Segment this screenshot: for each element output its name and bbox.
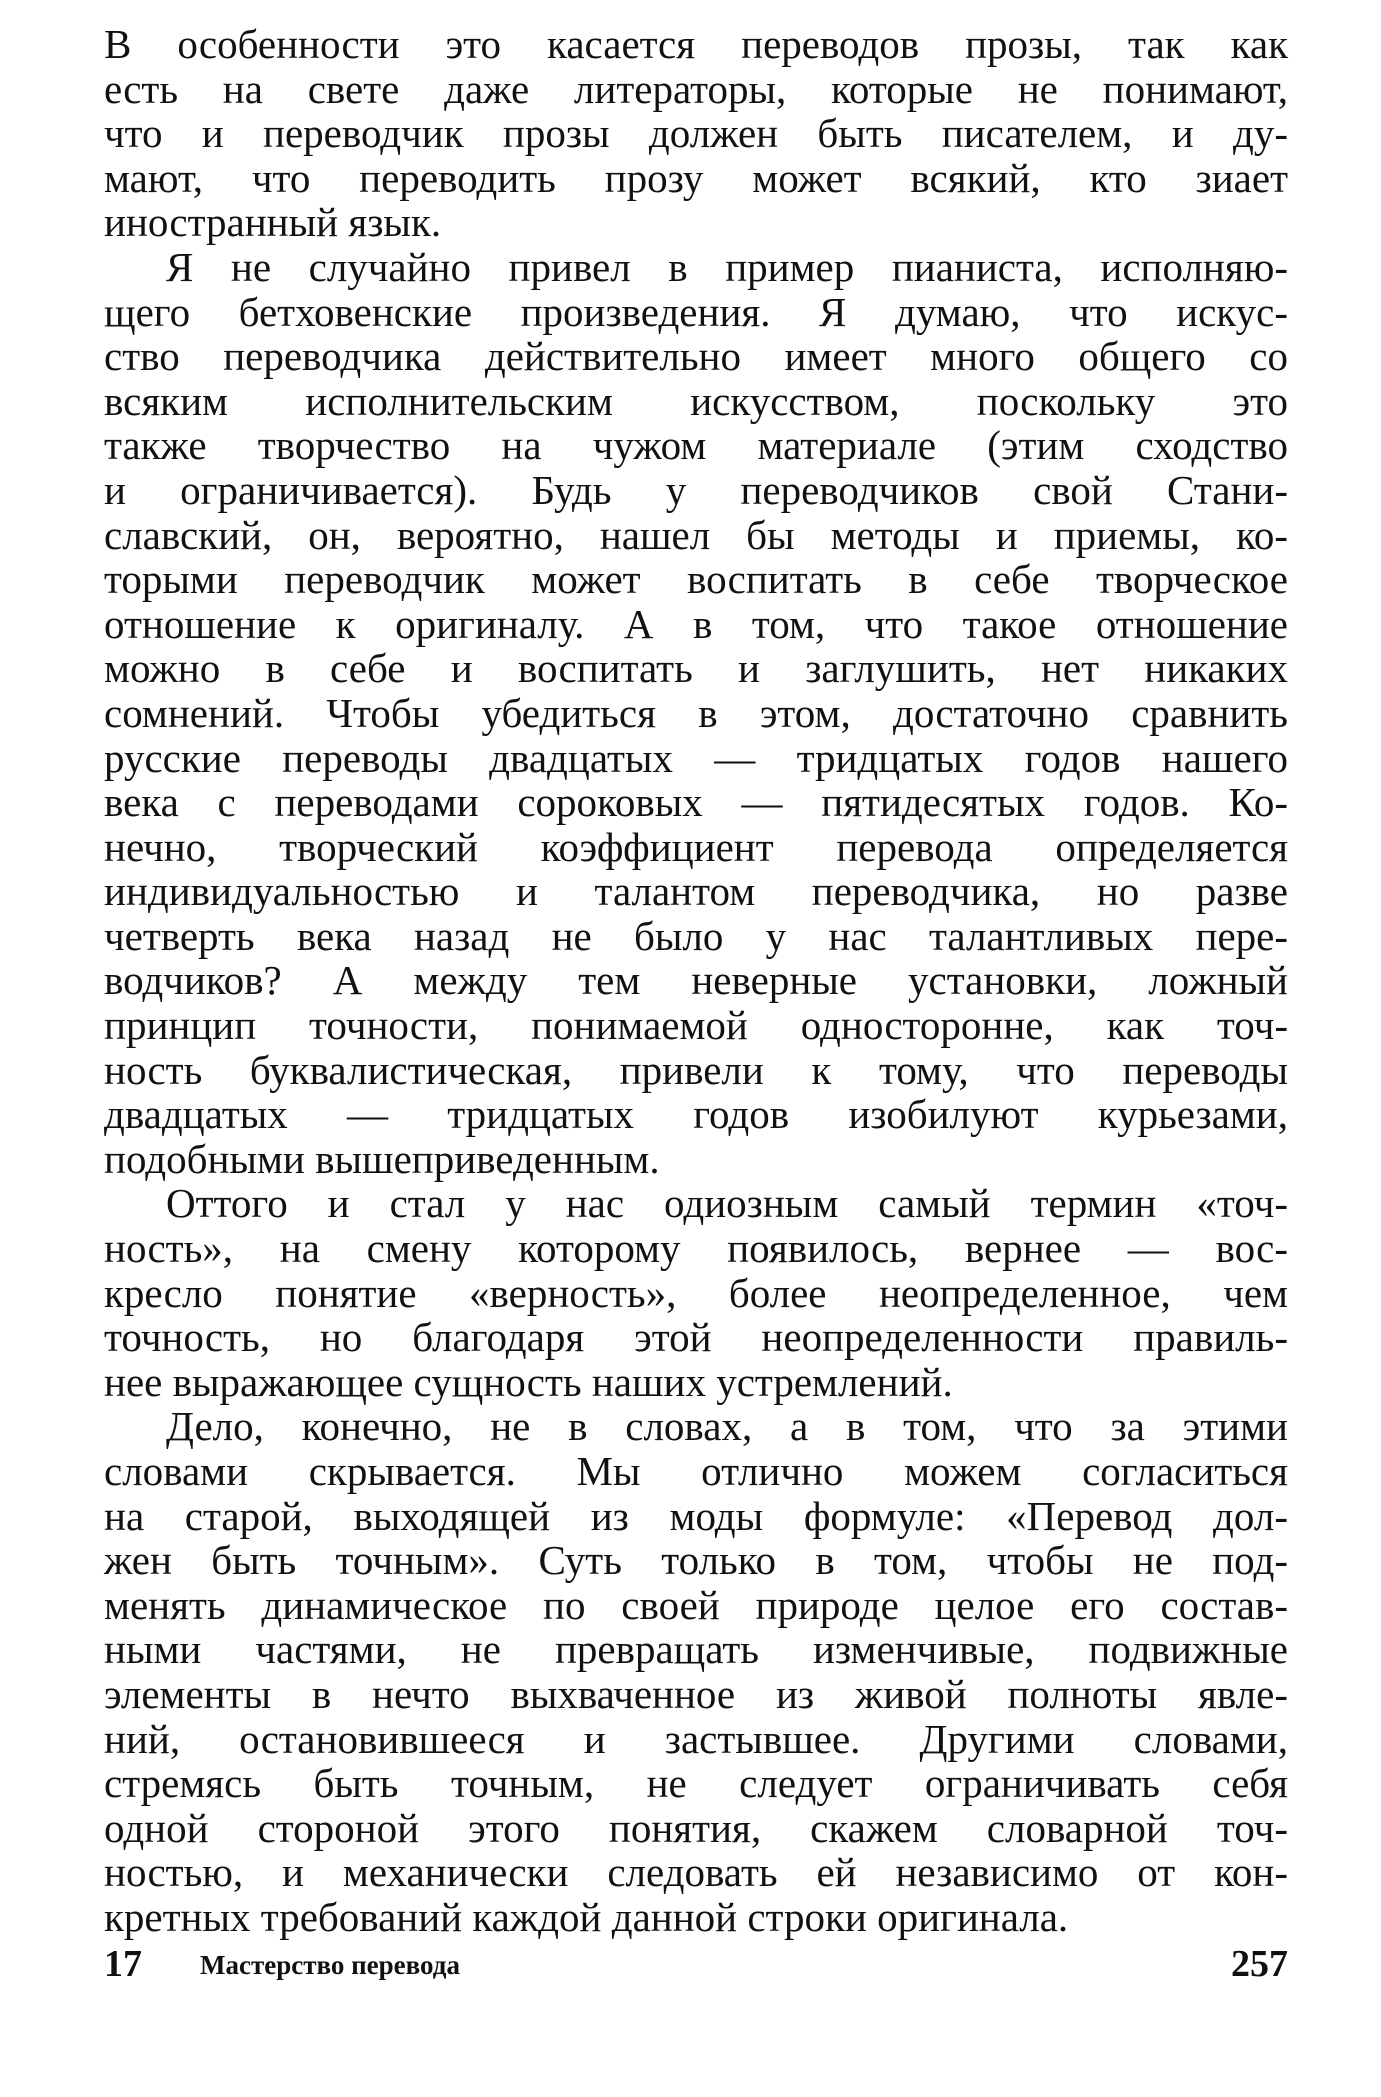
text-line: водчиков? А между тем неверные установки, ложный xyxy=(104,957,1288,1004)
text-line: можно в себе и воспитать и заглушить, нет никаких xyxy=(104,645,1288,692)
signature-title: Мастерство перевода xyxy=(200,1950,460,1980)
text-line: точность, но благодаря этой неопределенности правиль- xyxy=(104,1314,1288,1361)
text-line: жен быть точным». Суть только в том, чтобы не под- xyxy=(104,1537,1288,1584)
paragraph xyxy=(104,1181,1288,1404)
text-line: славский, он, вероятно, нашел бы методы и приемы, ко- xyxy=(104,511,1288,558)
text-line: словами скрывается. Мы отлично можем согласиться xyxy=(104,1448,1288,1494)
text-line: и ограничивается). Будь у переводчиков свой Стани- xyxy=(104,466,1288,513)
text-line: принцип точности, понимаемой односторонне, как точ- xyxy=(104,1002,1288,1049)
text-line: нечно, творческий коэффициент перевода определяется xyxy=(104,823,1288,870)
text-line: щего бетховенские произведения. Я думаю, что искус- xyxy=(104,288,1288,335)
text-line: также творчество на чужом материале (этим сходство xyxy=(104,422,1288,469)
page-number: 257 xyxy=(1231,1943,1288,1985)
text-line: века с переводами сороковых — пятидесятых годов. Ко- xyxy=(104,779,1288,826)
paragraph xyxy=(104,1404,1288,1939)
text-line: ными частями, не превращать изменчивые, подвижные xyxy=(104,1626,1288,1673)
text-line: В особенности это касается переводов прозы, так как xyxy=(104,21,1288,67)
text-line: русские переводы двадцатых — тридцатых годов нашего xyxy=(104,734,1288,781)
text-line: всяким исполнительским искусством, поскольку это xyxy=(104,377,1288,424)
text-line: Оттого и стал у нас одиозным самый термин «точ- xyxy=(166,1180,1288,1227)
text-line: есть на свете даже литераторы, которые не понимают, xyxy=(104,65,1288,112)
text-line: ство переводчика действительно имеет много общего со xyxy=(104,333,1288,380)
text-line: сомнений. Чтобы убедиться в этом, достаточно сравнить xyxy=(104,689,1288,736)
text-line: Дело, конечно, не в словах, а в том, что за этими xyxy=(166,1403,1288,1450)
text-line: ний, остановившееся и застывшее. Другими словами, xyxy=(104,1715,1288,1762)
text-line: элементы в нечто выхваченное из живой полноты явле- xyxy=(104,1670,1288,1717)
text-line: мают, что переводить прозу может всякий, кто зиает xyxy=(104,154,1288,201)
signature-number: 17 xyxy=(104,1943,142,1985)
text-line: отношение к оригиналу. А в том, что такое отношение xyxy=(104,600,1288,647)
text-line: Я не случайно привел в пример пианиста, исполняю- xyxy=(166,243,1288,290)
paragraph xyxy=(104,22,1288,245)
text-line: кресло понятие «верность», более неопределенное, чем xyxy=(104,1269,1288,1316)
paragraph xyxy=(104,245,1288,1181)
page-footer xyxy=(104,1942,1288,1992)
text-line: на старой, выходящей из моды формуле: «Перевод дол- xyxy=(104,1492,1288,1539)
text-line: что и переводчик прозы должен быть писателем, и ду- xyxy=(104,110,1288,157)
text-line: индивидуальностью и талантом переводчика, но разве xyxy=(104,868,1288,915)
text-line: иностранный язык. xyxy=(104,199,442,246)
text-line: подобными вышеприведенным. xyxy=(104,1135,660,1182)
body-text xyxy=(104,22,1288,1940)
text-line: четверть века назад не было у нас талантливых пере- xyxy=(104,912,1288,959)
text-line: ность буквалистическая, привели к тому, что переводы xyxy=(104,1046,1288,1093)
text-line: ностью, и механически следовать ей независимо от кон- xyxy=(104,1849,1288,1896)
text-line: ность», на смену которому появилось, вернее — вос- xyxy=(104,1225,1288,1272)
text-line: торыми переводчик может воспитать в себе творческое xyxy=(104,556,1288,603)
text-line: нее выражающее сущность наших устремлений. xyxy=(104,1358,953,1405)
text-line: менять динамическое по своей природе целое его состав- xyxy=(104,1581,1288,1628)
text-line: двадцатых — тридцатых годов изобилуют курьезами, xyxy=(104,1091,1288,1138)
text-line: кретных требований каждой данной строки оригинала. xyxy=(104,1893,1069,1940)
text-line: стремясь быть точным, не следует ограничивать себя xyxy=(104,1760,1288,1807)
text-line: одной стороной этого понятия, скажем словарной точ- xyxy=(104,1804,1288,1851)
